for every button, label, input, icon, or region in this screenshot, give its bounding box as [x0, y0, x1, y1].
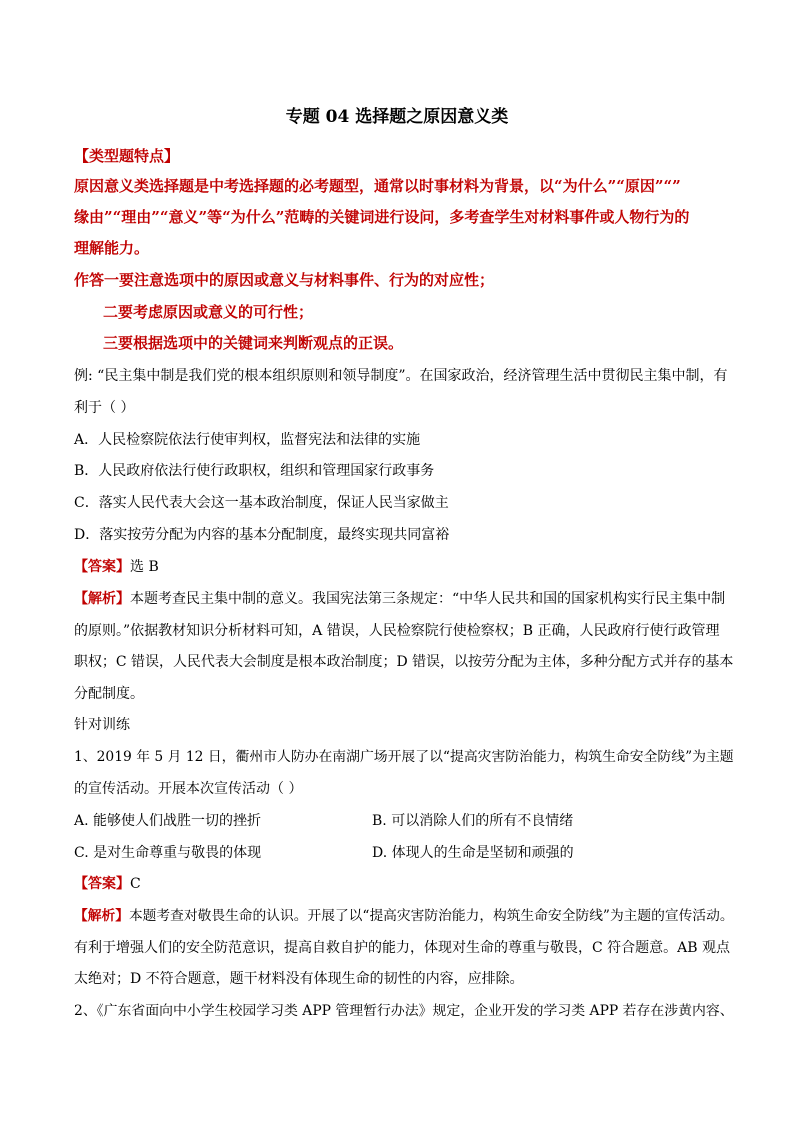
example-option-d: D．落实按劳分配为内容的基本分配制度，最终实现共同富裕	[74, 527, 450, 543]
answer-tip-2: 二要考虑原因或意义的可行性；	[103, 303, 314, 321]
features-paragraph-line: 缘由”“理由”“意义”等“为什么”范畴的关键词进行设问，多考查学生对材料事件或人物行为的	[74, 208, 690, 226]
question-2-stem: 2、《广东省面向中小学生校园学习类 APP 管理暂行办法》规定，企业开发的学习类 APP 若存在涉黄内容、	[74, 1003, 734, 1019]
page-title: 专题 04 选择题之原因意义类	[285, 107, 509, 127]
features-heading: 【类型题特点】	[74, 147, 180, 165]
example-answer	[74, 557, 159, 577]
answer-value: C	[130, 876, 141, 892]
question-1-option-a: A. 能够使人们战胜一切的挫折	[74, 813, 262, 829]
example-analysis-line: 分配制度。	[74, 686, 144, 702]
example-option-c: C．落实人民代表大会这一基本政治制度，保证人民当家做主	[74, 495, 449, 511]
example-stem-line: 利于（ ）	[74, 400, 135, 416]
answer-tag: 【答案】	[74, 559, 130, 575]
question-1-option-d: D. 体现人的生命是坚韧和顽强的	[372, 845, 574, 861]
features-paragraph-line: 理解能力。	[74, 239, 150, 257]
features-paragraph-line: 原因意义类选择题是中考选择题的必考题型，通常以时事材料为背景，以“为什么”“原因”“”	[74, 177, 681, 195]
answer-tip-3: 三要根据选项中的关键词来判断观点的正误。	[103, 334, 404, 352]
analysis-tag: 【解析】	[74, 908, 129, 924]
example-option-a: A．人民检察院依法行使审判权，监督宪法和法律的实施	[74, 432, 421, 448]
question-1-stem: 的宣传活动。开展本次宣传活动（ ）	[74, 781, 303, 797]
training-heading: 针对训练	[74, 717, 130, 733]
question-1-options-row	[74, 811, 574, 831]
example-analysis-line: 的原则。”依据教材知识分析材料可知，A 错误，人民检察院行使检察权；B 正确，人民政府行使行政管理	[74, 623, 720, 639]
question-1-answer	[74, 874, 141, 894]
example-analysis-line: 职权；C 错误，人民代表大会制度是根本政治制度；D 错误，以按劳分配为主体，多种分配方式并存的基本	[74, 654, 734, 670]
question-1-analysis-line: 太绝对；D 不符合题意，题干材料没有体现生命的韧性的内容，应排除。	[74, 971, 524, 987]
analysis-tag: 【解析】	[74, 591, 130, 607]
question-1-option-c: C. 是对生命尊重与敬畏的体现	[74, 845, 262, 861]
example-option-b: B．人民政府依法行使行政职权，组织和管理国家行政事务	[74, 463, 435, 479]
question-1-options-row	[74, 843, 574, 863]
question-1-analysis-line: 有利于增强人们的安全防范意识，提高自救自护的能力，体现对生命的尊重与敬畏，C 符合题意。AB 观点	[74, 940, 731, 956]
answer-value: 选 B	[130, 559, 159, 575]
analysis-text: 本题考查对敬畏生命的认识。开展了以“提高灾害防治能力，构筑生命安全防线”为主题的宣传活动。	[128, 908, 734, 924]
example-analysis-line	[74, 589, 725, 609]
question-1-option-b: B. 可以消除人们的所有不良情绪	[372, 813, 574, 829]
answer-tag: 【答案】	[74, 876, 130, 892]
question-1-analysis-line	[74, 906, 734, 926]
question-1-stem: 1、2019 年 5 月 12 日，衢州市人防办在南湖广场开展了以“提高灾害防治能力，构筑生命安全防线”为主题	[74, 749, 734, 765]
answer-tip-1: 作答一要注意选项中的原因或意义与材料事件、行为的对应性；	[74, 271, 495, 289]
example-stem-line: 例: “民主集中制是我们党的根本组织原则和领导制度”。在国家政治，经济管理生活中贯彻民主集中制，有	[74, 368, 728, 384]
analysis-text: 本题考查民主集中制的意义。我国宪法第三条规定：“中华人民共和国的国家机构实行民主集中制	[130, 591, 726, 607]
